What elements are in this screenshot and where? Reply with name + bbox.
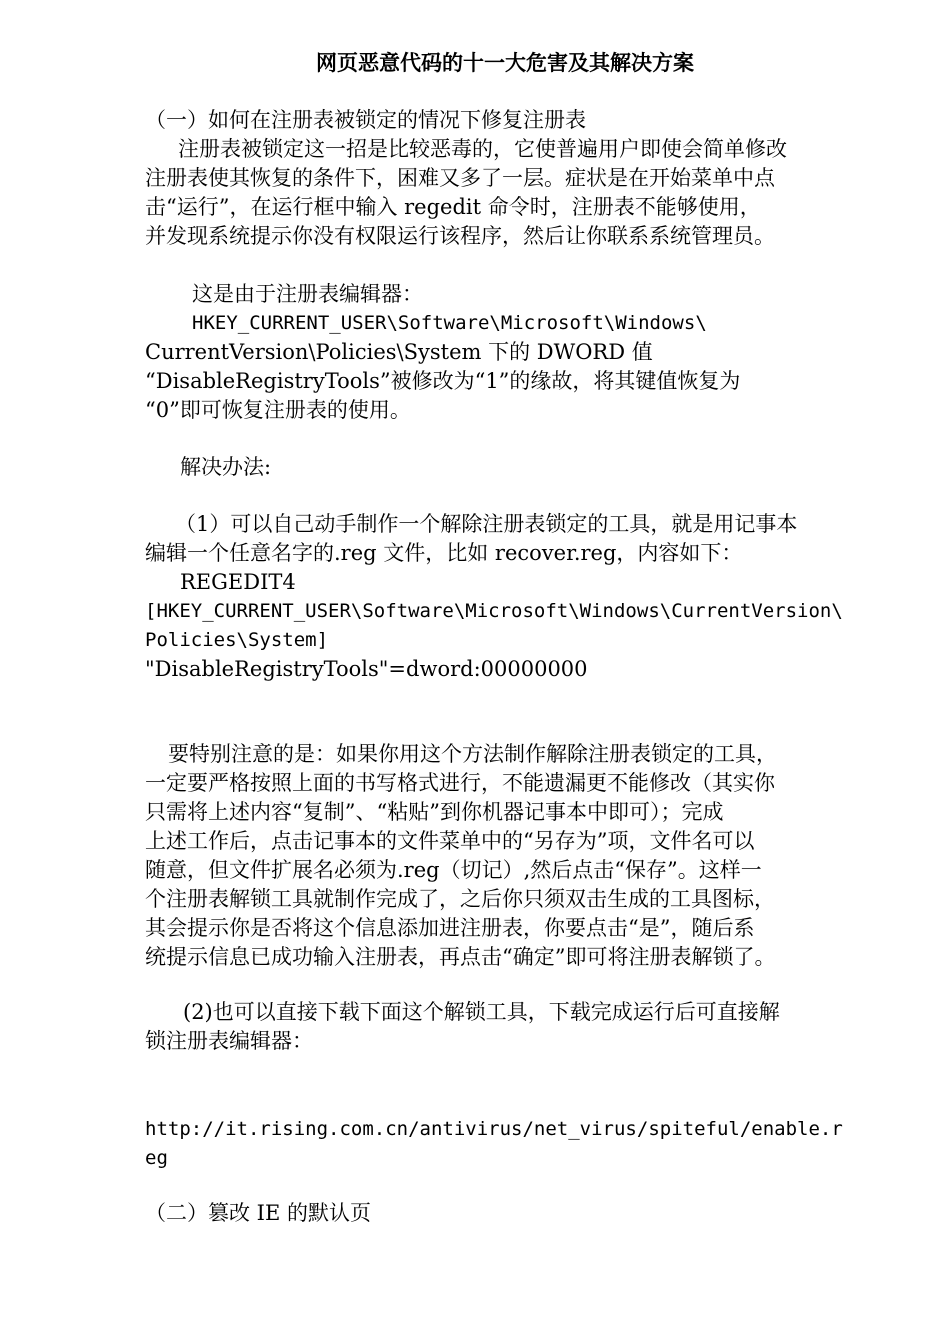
paragraph-1-line: 注册表被锁定这一招是比较恶毒的，它使普遍用户即使会简单修改 — [178, 137, 787, 161]
section-heading-1: （一）如何在注册表被锁定的情况下修复注册表 — [145, 108, 586, 132]
paragraph-2-line: “DisableRegistryTools”被修改为“1”的缘故，将其键值恢复为 — [145, 369, 741, 393]
paragraph-3-line: （1）可以自己动手制作一个解除注册表锁定的工具，就是用记事本 — [175, 512, 798, 536]
code-line: "DisableRegistryTools"=dword:00000000 — [145, 657, 588, 681]
paragraph-2-line: 这是由于注册表编辑器： — [192, 282, 423, 306]
paragraph-1-line: 并发现系统提示你没有权限运行该程序，然后让你联系系统管理员。 — [145, 224, 775, 248]
paragraph-4-line: 只需将上述内容“复制”、“粘贴”到你机器记事本中即可）；完成 — [145, 800, 724, 824]
paragraph-1-line: 击“运行”，在运行框中输入 regedit 命令时，注册表不能够使用， — [145, 195, 761, 219]
section-heading-2: （二）篡改 IE 的默认页 — [145, 1201, 371, 1225]
paragraph-4-line: 统提示信息已成功输入注册表，再点击“确定”即可将注册表解锁了。 — [145, 945, 776, 969]
solution-heading: 解决办法: — [180, 455, 272, 479]
registry-path-line: HKEY_CURRENT_USER\Software\Microsoft\Windows\ — [192, 312, 707, 334]
paragraph-4-line: 一定要严格按照上面的书写格式进行，不能遗漏更不能修改（其实你 — [145, 771, 775, 795]
code-line: REGEDIT4 — [180, 570, 296, 594]
code-line: Policies\System] — [145, 629, 329, 651]
paragraph-1-line: 注册表使其恢复的条件下，困难又多了一层。症状是在开始菜单中点 — [145, 166, 775, 190]
paragraph-4-line: 随意，但文件扩展名必须为.reg（切记）,然后点击“保存”。这样一 — [145, 858, 762, 882]
paragraph-4-line: 其会提示你是否将这个信息添加进注册表，你要点击“是”，随后系 — [145, 916, 755, 940]
paragraph-5-line: 锁注册表编辑器： — [145, 1029, 313, 1053]
document-title: 网页恶意代码的十一大危害及其解决方案 — [316, 50, 694, 75]
paragraph-5-line: (2)也可以直接下载下面这个解锁工具，下载完成运行后可直接解 — [183, 1000, 780, 1024]
download-url-line[interactable]: eg — [145, 1147, 168, 1169]
paragraph-2-line: “0”即可恢复注册表的使用。 — [145, 398, 411, 422]
paragraph-2-line: CurrentVersion\Policies\System 下的 DWORD 值 — [145, 340, 653, 364]
code-line: [HKEY_CURRENT_USER\Software\Microsoft\Windows\CurrentVersion\ — [145, 600, 843, 622]
paragraph-3-line: 编辑一个任意名字的.reg 文件，比如 recover.reg，内容如下： — [145, 541, 743, 565]
paragraph-4-line: 个注册表解锁工具就制作完成了，之后你只须双击生成的工具图标， — [145, 887, 775, 911]
paragraph-4-line: 要特别注意的是：如果你用这个方法制作解除注册表锁定的工具， — [168, 742, 777, 766]
download-url-line[interactable]: http://it.rising.com.cn/antivirus/net_virus/spiteful/enable.r — [145, 1118, 843, 1140]
paragraph-4-line: 上述工作后，点击记事本的文件菜单中的“另存为”项，文件名可以 — [145, 829, 755, 853]
